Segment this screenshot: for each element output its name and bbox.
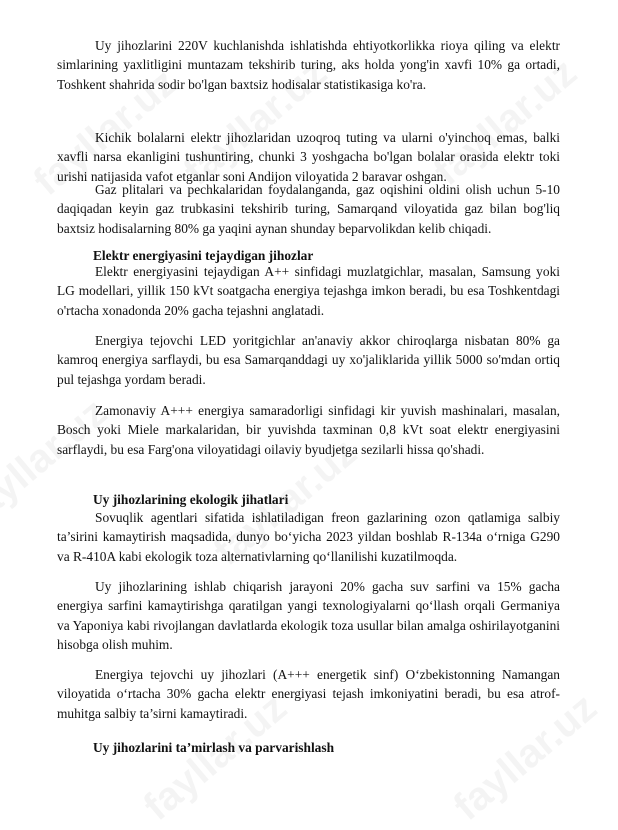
section-heading: Elektr energiyasini tejaydigan jihozlar [93, 248, 314, 263]
paragraph: Uy jihozlarini 220V kuchlanishda ishlatishda ehtiyotkorlikka rioya qiling va elektr simlarining yaxlitligini muntazam tekshirib turing, aks holda yong'in xavfi 10% ga ortadi, Toshkent shahrida sodir bo'lgan baxtsiz hodisalar statistikasiga ko'ra. [57, 38, 560, 92]
paragraph: Uy jihozlarining ishlab chiqarish jarayoni 20% gacha suv sarfini va 15% gacha energiya sarfini kamaytirishga qaratilgan yangi texnologiyalarni qo‘llash orqali Germaniya va Yaponiya kabi rivojlangan davlatlarda ekologik toza usullar bilan amalga oshirilayotganini hisobga olish muhim. [57, 579, 560, 653]
paragraph: Elektr energiyasini tejaydigan A++ sinfidagi muzlatgichlar, masalan, Samsung yoki LG modellari, yillik 150 kVt soatgacha energiya tejashga imkon beradi, bu esa Toshkentdagi o'rtacha xonadonda 20% gacha tejashni anglatadi. [57, 264, 560, 318]
paragraph: Zamonaviy A+++ energiya samaradorligi sinfidagi kir yuvish mashinalari, masalan, Bosch yoki Miele markalaridan, bir yuvishda taxminan 0,8 kVt soat elektr energiyasini sarflaydi, bu esa Farg'ona viloyatidagi oilaviy byudjetga sezilarli hissa qo'shadi. [57, 403, 560, 457]
paragraph: Energiya tejovchi uy jihozlari (A+++ energetik sinf) O‘zbekistonning Namangan viloyatida o‘rtacha 30% gacha elektr energiyasi tejash imkoniyatini beradi, bu esa atrof-muhitga salbiy ta’sirni kamaytiradi. [57, 667, 560, 721]
section-heading: Uy jihozlarining ekologik jihatlari [93, 492, 289, 507]
paragraph: Sovuqlik agentlari sifatida ishlatiladigan freon gazlarining ozon qatlamiga salbiy ta’sirini kamaytirish maqsadida, dunyo bo‘yicha 2023 yildan boshlab R-134a o‘rniga G290 va R-410A kabi ekologik toza alternativlarning qo‘llanilishi kuzatilmoqda. [57, 510, 560, 564]
paragraph: Gaz plitalari va pechkalaridan foydalanganda, gaz oqishini oldini olish uchun 5-10 daqiqadan keyin gaz trubkasini tekshirib turing, Samarqand viloyatida gaz bilan bog'liq baxtsiz hodisalarning 80% ga yaqini aynan shunday beparvolikdan kelib chiqadi. [57, 182, 560, 236]
section-heading: Uy jihozlarini ta’mirlash va parvarishlash [93, 740, 335, 755]
paragraph: Energiya tejovchi LED yoritgichlar an'anaviy akkor chiroqlarga nisbatan 80% ga kamroq energiya sarflaydi, bu esa Samarqanddagi uy xo'jaliklarida yillik 5000 so'mdan ortiq pul tejashga yordam beradi. [57, 333, 560, 387]
paragraph: Kichik bolalarni elektr jihozlaridan uzoqroq tuting va ularni o'yinchoq emas, balki xavfli narsa ekanligini tushuntiring, chunki 3 yoshgacha bo'lgan bolalar orasida elektr toki urishi natijasida vafot etganlar soni Andijon viloyatida 2 baravar oshgan. [57, 130, 560, 184]
